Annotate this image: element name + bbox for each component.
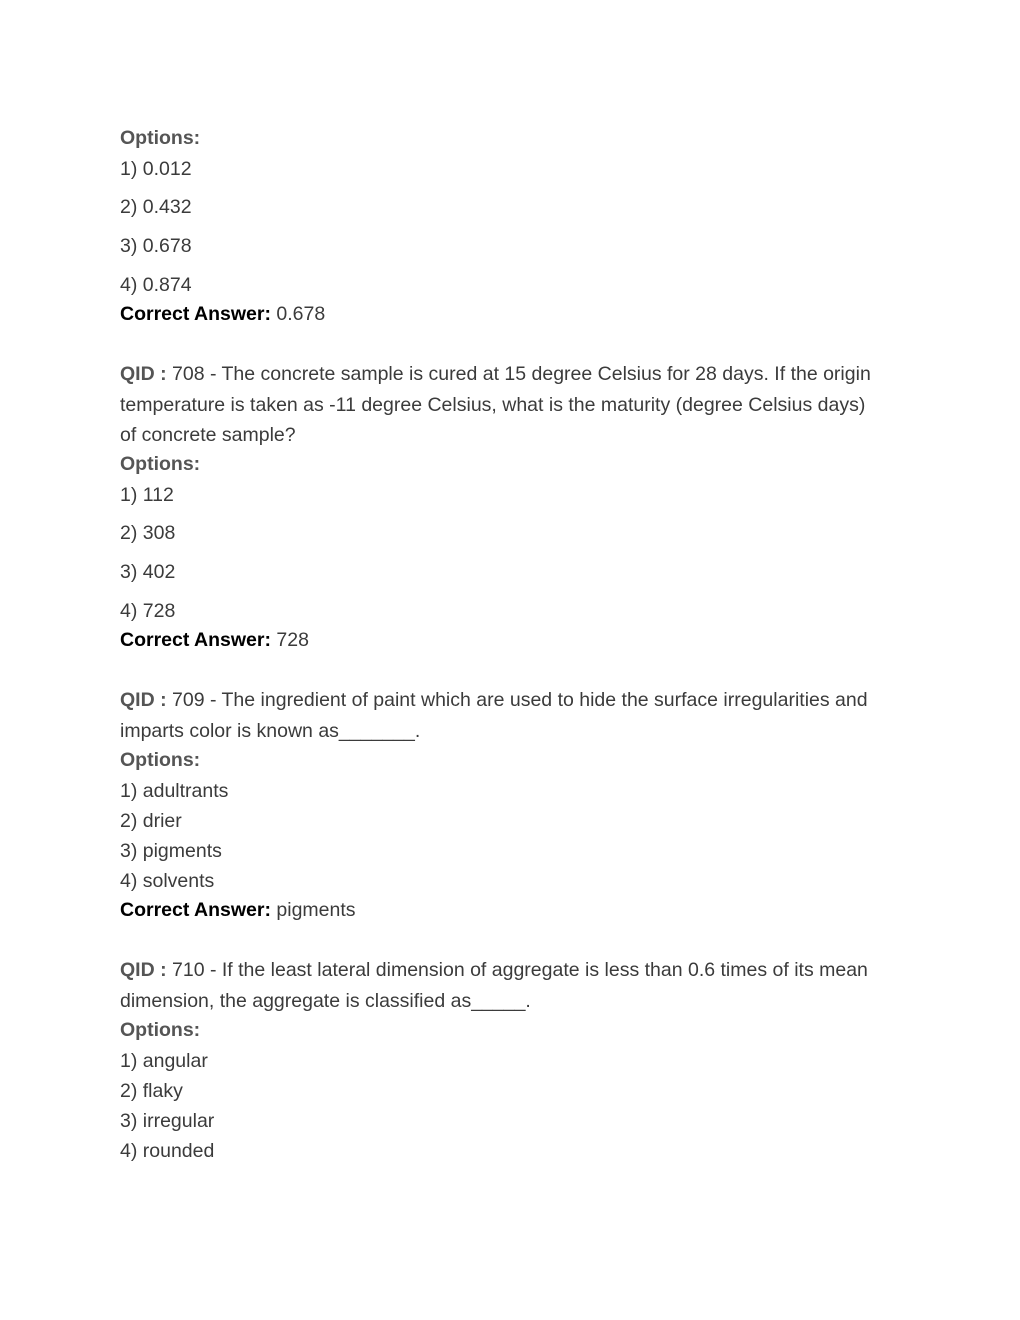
question-text-line-2: imparts color is known as_______. [120,720,421,742]
option-1: 1) 112 [120,484,174,506]
question-text-line-1 [120,688,868,712]
option-2: 2) 0.432 [120,196,192,218]
options-label: Options: [120,127,201,149]
correct-answer [120,302,325,326]
option-1: 1) angular [120,1050,208,1072]
option-4: 4) 728 [120,600,176,622]
question-text: 710 - If the least lateral dimension of aggregate is less than 0.6 times of its mean [166,959,868,981]
question-text-line-2: temperature is taken as -11 degree Celsius, what is the maturity (degree Celsius days) [120,394,866,416]
question-text-line-1 [120,958,868,982]
correct-answer-value: 0.678 [276,303,326,325]
options-label: Options: [120,453,201,475]
question-text-line-1 [120,362,871,386]
option-3: 3) 402 [120,561,176,583]
question-text-line-3: of concrete sample? [120,424,296,446]
question-text: 709 - The ingredient of paint which are used to hide the surface irregularities and [166,689,868,711]
correct-answer-label: Correct Answer: [120,629,271,651]
correct-answer [120,898,356,922]
options-label: Options: [120,749,201,771]
qid-label: QID : [120,363,167,385]
correct-answer-label: Correct Answer: [120,899,271,921]
correct-answer [120,628,309,652]
correct-answer-label: Correct Answer: [120,303,271,325]
qid-label: QID : [120,689,167,711]
option-4: 4) solvents [120,870,215,892]
qid-label: QID : [120,959,167,981]
option-2: 2) 308 [120,522,176,544]
option-3: 3) pigments [120,840,222,862]
option-4: 4) 0.874 [120,274,192,296]
option-3: 3) 0.678 [120,235,192,257]
option-4: 4) rounded [120,1140,215,1162]
option-1: 1) adultrants [120,780,229,802]
correct-answer-value: pigments [276,899,356,921]
options-label: Options: [120,1019,201,1041]
question-text-line-2: dimension, the aggregate is classified as_____. [120,990,531,1012]
question-text: 708 - The concrete sample is cured at 15 degree Celsius for 28 days. If the origin [166,363,871,385]
correct-answer-value: 728 [276,629,309,651]
option-3: 3) irregular [120,1110,215,1132]
option-2: 2) drier [120,810,182,832]
option-1: 1) 0.012 [120,158,192,180]
option-2: 2) flaky [120,1080,183,1102]
